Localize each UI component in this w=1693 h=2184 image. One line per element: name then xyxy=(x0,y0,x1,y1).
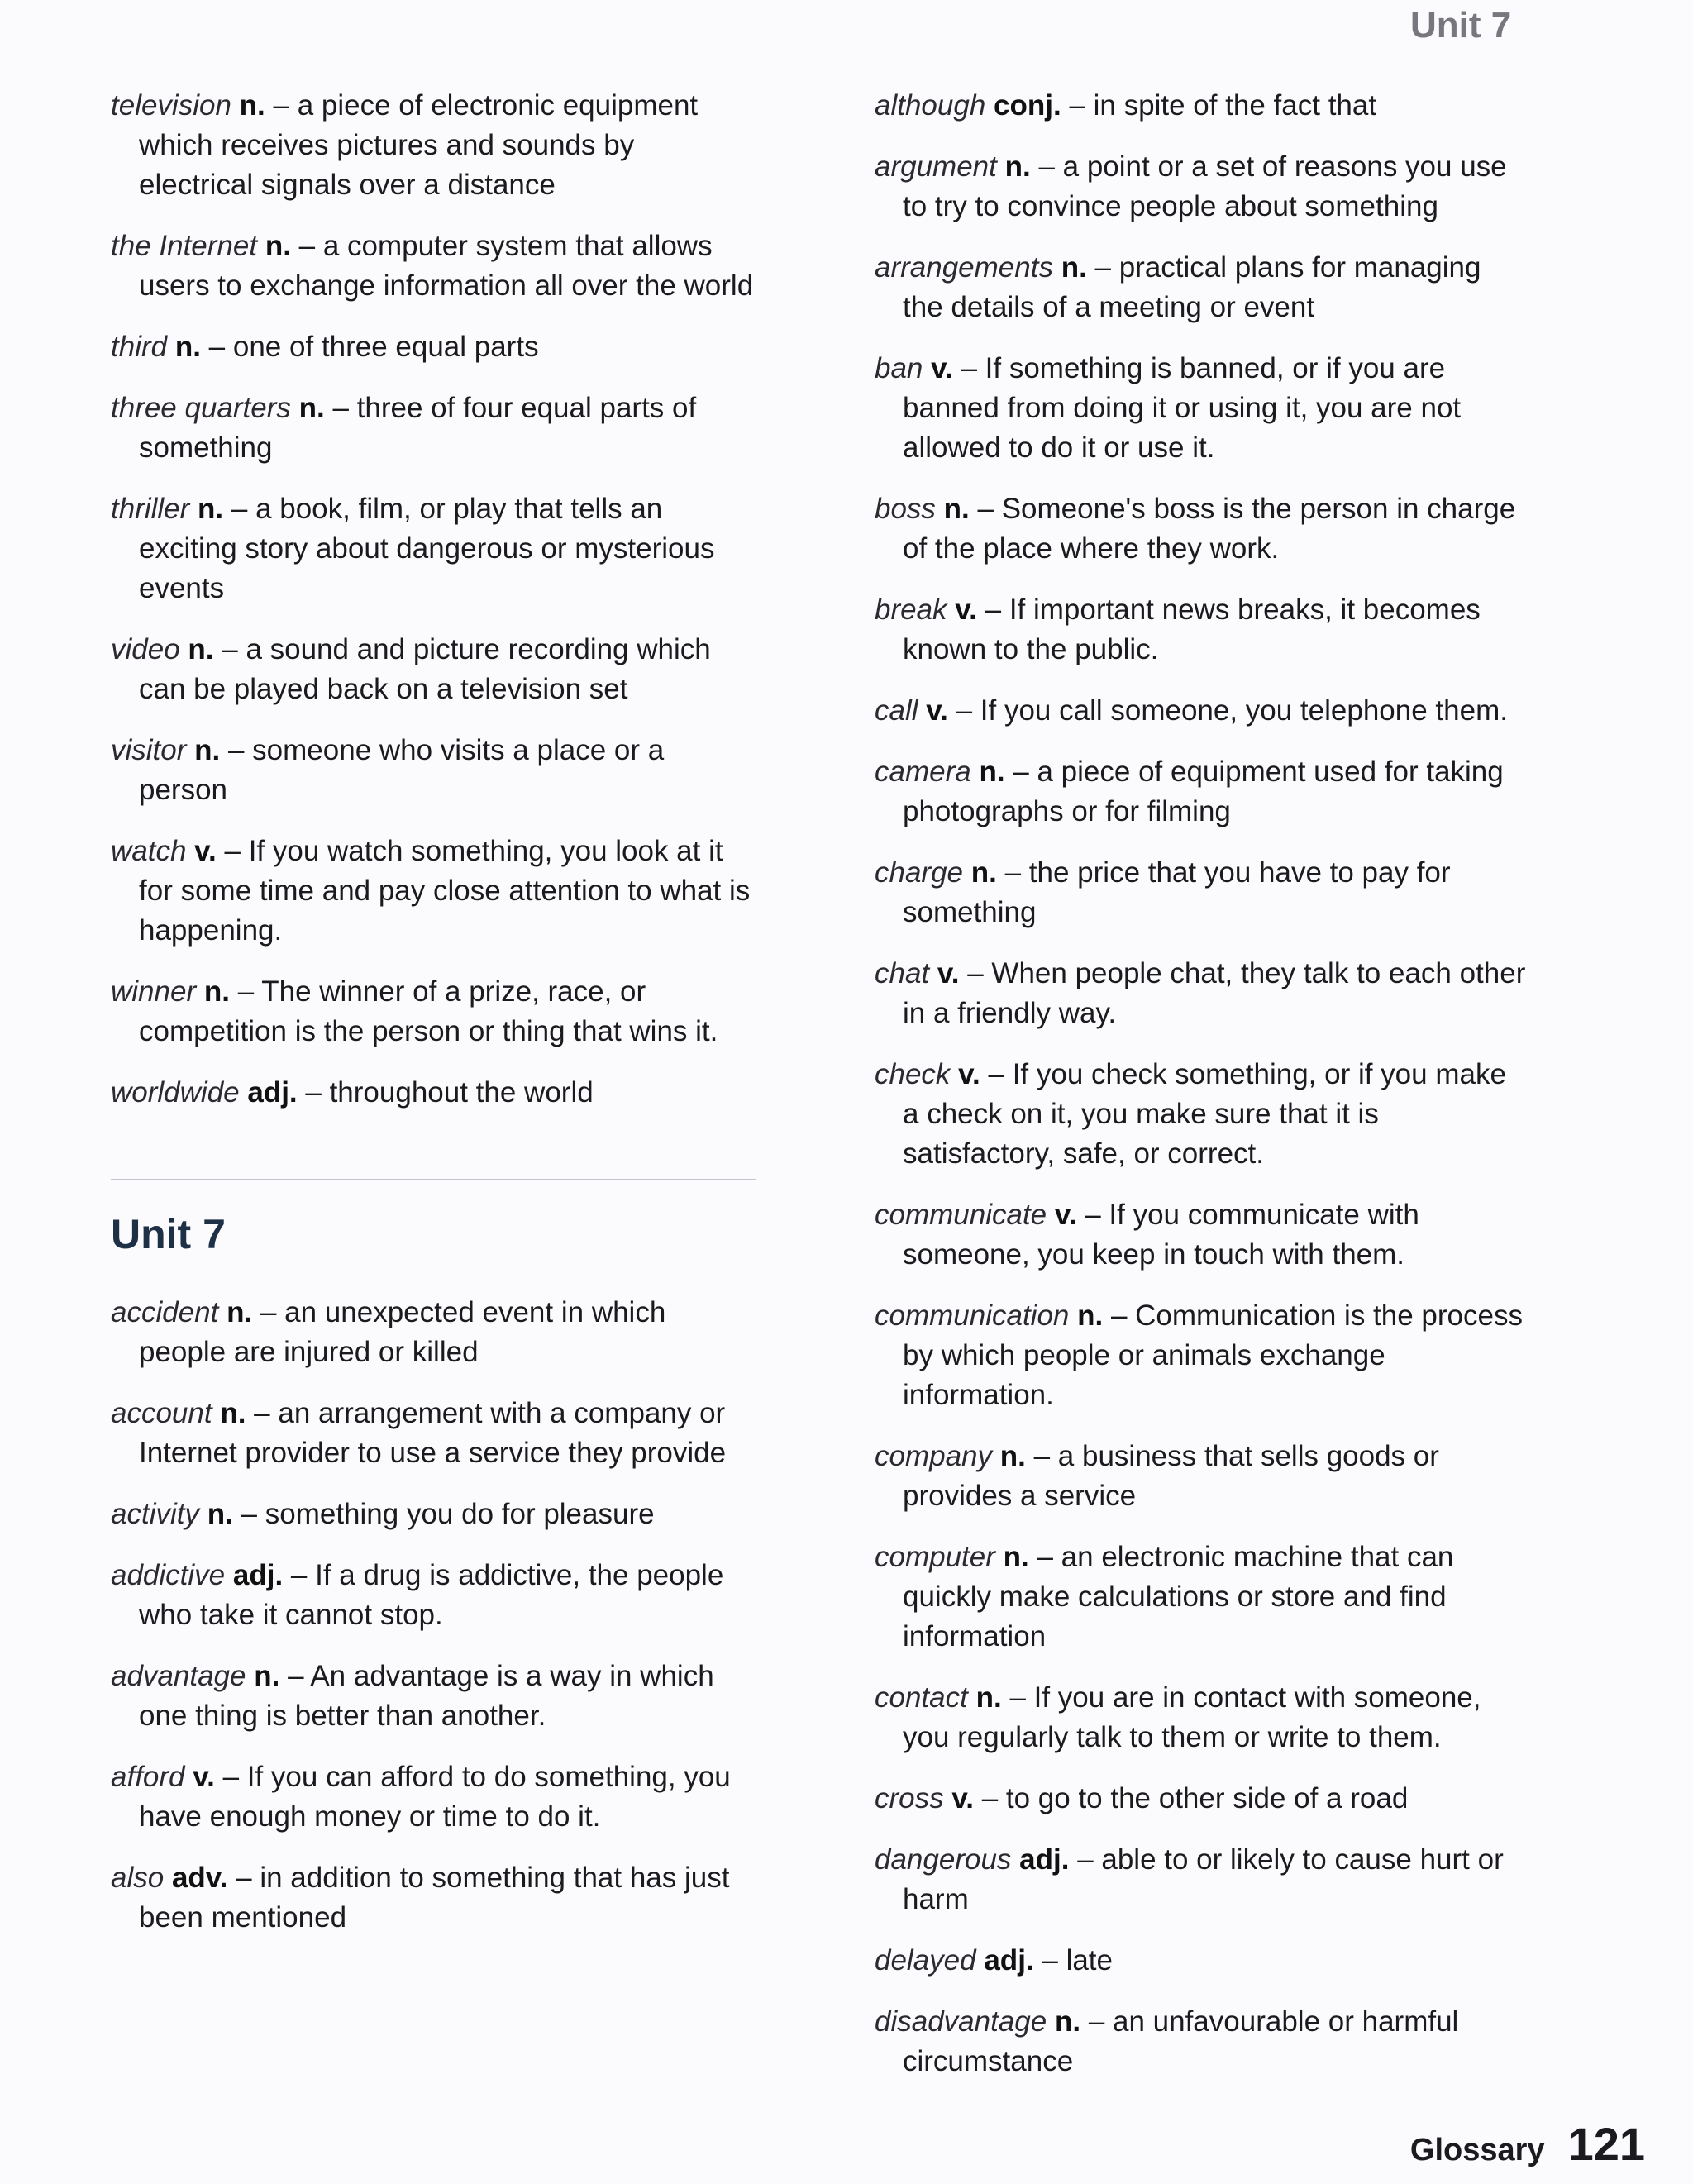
entry-part-of-speech: n. xyxy=(979,756,1005,788)
entry-part-of-speech: n. xyxy=(239,89,265,122)
entry-term: break xyxy=(875,594,947,626)
entry-definition: – one of three equal parts xyxy=(208,331,539,363)
glossary-entry xyxy=(111,1293,756,1372)
glossary-entry xyxy=(875,1840,1528,1919)
entry-part-of-speech: v. xyxy=(955,594,977,626)
entry-definition: – If you watch something, you look at it for some time and pay close attention to what is happening. xyxy=(139,835,751,947)
entry-definition: – to go to the other side of a road xyxy=(981,1782,1409,1814)
entry-term: communication xyxy=(875,1299,1070,1332)
entry-definition: – something you do for pleasure xyxy=(241,1498,655,1530)
glossary-entry xyxy=(111,489,756,608)
entry-definition: – If you communicate with someone, you keep in touch with them. xyxy=(903,1199,1419,1271)
glossary-entry xyxy=(875,590,1528,670)
entry-definition: – someone who visits a place or a person xyxy=(139,734,665,806)
glossary-entry xyxy=(875,691,1528,731)
footer-label: Glossary xyxy=(1409,2133,1545,2167)
entry-term: company xyxy=(875,1440,993,1472)
entry-definition: – The winner of a prize, race, or competition is the person or thing that wins it. xyxy=(139,975,718,1047)
entry-term: call xyxy=(875,694,918,727)
entry-term: although xyxy=(875,89,986,122)
entry-definition: – in spite of the fact that xyxy=(1069,89,1377,122)
entry-part-of-speech: n. xyxy=(975,1681,1002,1714)
glossary-entry xyxy=(875,489,1528,569)
entry-term: contact xyxy=(875,1681,968,1714)
entry-definition: – late xyxy=(1042,1944,1113,1977)
entry-definition: – If you can afford to do something, you have enough money or time to do it. xyxy=(139,1761,731,1833)
entry-part-of-speech: n. xyxy=(220,1397,246,1429)
entry-definition: – an unfavourable or harmful circumstance xyxy=(903,2005,1459,2077)
glossary-entry xyxy=(111,327,756,367)
entry-part-of-speech: n. xyxy=(999,1440,1026,1472)
glossary-list-unit-7-continued xyxy=(875,86,1528,2081)
glossary-entry xyxy=(875,349,1528,468)
left-column xyxy=(111,86,756,1959)
glossary-entry xyxy=(875,1437,1528,1516)
glossary-entry xyxy=(875,86,1528,126)
entry-part-of-speech: v. xyxy=(931,352,953,384)
entry-part-of-speech: n. xyxy=(970,856,997,889)
entry-term: chat xyxy=(875,957,930,989)
entry-term: communicate xyxy=(875,1199,1047,1231)
entry-definition: – a point or a set of reasons you use to try to convince people about something xyxy=(903,150,1507,222)
entry-part-of-speech: v. xyxy=(958,1058,980,1090)
running-head: Unit 7 xyxy=(1410,5,1512,45)
entry-definition: – a business that sells goods or provides a service xyxy=(903,1440,1439,1512)
entry-term: also xyxy=(111,1862,165,1894)
entry-part-of-speech: n. xyxy=(207,1498,233,1530)
entry-term: delayed xyxy=(875,1944,976,1977)
entry-definition: – practical plans for managing the details of a meeting or event xyxy=(903,251,1481,323)
glossary-entry xyxy=(875,1941,1528,1981)
entry-part-of-speech: adj. xyxy=(984,1944,1034,1977)
glossary-entry xyxy=(875,1055,1528,1174)
entry-definition: – the price that you have to pay for something xyxy=(903,856,1451,928)
entry-term: check xyxy=(875,1058,951,1090)
page-number: 121 xyxy=(1567,2118,1645,2170)
entry-part-of-speech: adj. xyxy=(232,1559,284,1591)
entry-term: dangerous xyxy=(875,1843,1012,1876)
glossary-entry xyxy=(111,389,756,468)
glossary-entry xyxy=(111,832,756,951)
entry-part-of-speech: n. xyxy=(943,493,970,525)
glossary-entry xyxy=(111,1556,756,1635)
entry-definition: – a computer system that allows users to exchange information all over the world xyxy=(139,230,754,302)
entry-definition: – When people chat, they talk to each other in a friendly way. xyxy=(903,957,1526,1029)
glossary-entry xyxy=(111,1495,756,1534)
entry-definition: – three of four equal parts of something xyxy=(139,392,697,464)
glossary-entry xyxy=(111,1657,756,1736)
glossary-list-unit-7 xyxy=(111,1293,756,1938)
entry-term: computer xyxy=(875,1541,995,1573)
entry-term: camera xyxy=(875,756,971,788)
entry-part-of-speech: conj. xyxy=(994,89,1061,122)
entry-term: the Internet xyxy=(111,230,258,262)
entry-term: accident xyxy=(111,1296,219,1328)
entry-part-of-speech: n. xyxy=(203,975,230,1008)
entry-definition: – If a drug is addictive, the people who take it cannot stop. xyxy=(139,1559,724,1631)
entry-part-of-speech: adj. xyxy=(1019,1843,1070,1876)
glossary-list-continued xyxy=(111,86,756,1113)
entry-term: watch xyxy=(111,835,187,867)
entry-definition: – If you check something, or if you make a check on it, you make sure that it is satisfactory, safe, or correct. xyxy=(903,1058,1506,1170)
entry-term: argument xyxy=(875,150,997,183)
glossary-entry xyxy=(875,1538,1528,1657)
entry-definition: – a sound and picture recording which can be played back on a television set xyxy=(139,633,711,705)
entry-term: boss xyxy=(875,493,936,525)
entry-definition: – a piece of electronic equipment which receives pictures and sounds by electrical signals over a distance xyxy=(139,89,699,201)
entry-part-of-speech: v. xyxy=(951,1782,974,1814)
entry-definition: – a book, film, or play that tells an exciting story about dangerous or mysterious events xyxy=(139,493,715,604)
glossary-entry xyxy=(111,1858,756,1938)
glossary-entry xyxy=(875,752,1528,832)
entry-definition: – an unexpected event in which people are injured or killed xyxy=(139,1296,666,1368)
entry-definition: – in addition to something that has just been mentioned xyxy=(139,1862,730,1934)
entry-definition: – If something is banned, or if you are banned from doing it or using it, you are not allowed to do it or use it. xyxy=(903,352,1462,464)
entry-part-of-speech: n. xyxy=(198,493,224,525)
entry-definition: – an electronic machine that can quickly make calculations or store and find information xyxy=(903,1541,1454,1652)
entry-term: account xyxy=(111,1397,212,1429)
entry-term: afford xyxy=(111,1761,185,1793)
entry-part-of-speech: n. xyxy=(265,230,291,262)
entry-definition: – If you call someone, you telephone them. xyxy=(956,694,1508,727)
glossary-entry xyxy=(111,731,756,810)
entry-part-of-speech: n. xyxy=(1077,1299,1104,1332)
glossary-entry xyxy=(875,1779,1528,1819)
entry-term: cross xyxy=(875,1782,944,1814)
entry-part-of-speech: n. xyxy=(188,633,214,665)
entry-part-of-speech: n. xyxy=(1003,1541,1029,1573)
entry-part-of-speech: v. xyxy=(194,835,217,867)
entry-definition: – If important news breaks, it becomes known to the public. xyxy=(903,594,1481,665)
entry-definition: – an arrangement with a company or Internet provider to use a service they provide xyxy=(139,1397,727,1469)
entry-term: television xyxy=(111,89,231,122)
entry-part-of-speech: v. xyxy=(1054,1199,1077,1231)
entry-definition: – An advantage is a way in which one thing is better than another. xyxy=(139,1660,714,1732)
entry-term: three quarters xyxy=(111,392,291,424)
entry-part-of-speech: n. xyxy=(1061,251,1087,284)
glossary-entry xyxy=(875,147,1528,227)
entry-part-of-speech: v. xyxy=(937,957,960,989)
glossary-entry xyxy=(875,1296,1528,1415)
glossary-entry xyxy=(875,2002,1528,2081)
entry-part-of-speech: adj. xyxy=(247,1076,298,1109)
glossary-entry xyxy=(875,853,1528,932)
entry-part-of-speech: n. xyxy=(1054,2005,1081,2038)
glossary-entry xyxy=(875,1678,1528,1757)
glossary-entry xyxy=(111,1394,756,1473)
entry-definition: – able to or likely to cause hurt or harm xyxy=(903,1843,1504,1915)
glossary-entry xyxy=(111,1757,756,1837)
glossary-entry xyxy=(875,954,1528,1033)
section-divider xyxy=(111,1179,756,1180)
entry-part-of-speech: v. xyxy=(926,694,948,727)
entry-definition: – throughout the world xyxy=(305,1076,594,1109)
entry-term: winner xyxy=(111,975,197,1008)
entry-term: ban xyxy=(875,352,923,384)
entry-term: third xyxy=(111,331,168,363)
page-footer xyxy=(1410,2117,1645,2171)
entry-term: video xyxy=(111,633,180,665)
entry-term: arrangements xyxy=(875,251,1053,284)
entry-term: advantage xyxy=(111,1660,246,1692)
entry-term: charge xyxy=(875,856,964,889)
glossary-entry xyxy=(111,1073,756,1113)
entry-term: disadvantage xyxy=(875,2005,1047,2038)
entry-part-of-speech: adv. xyxy=(171,1862,228,1894)
unit-heading: Unit 7 xyxy=(111,1211,226,1257)
entry-definition: – Communication is the process by which people or animals exchange information. xyxy=(903,1299,1523,1411)
entry-part-of-speech: n. xyxy=(298,392,325,424)
glossary-entry xyxy=(111,227,756,306)
entry-part-of-speech: n. xyxy=(194,734,221,766)
entry-part-of-speech: v. xyxy=(193,1761,215,1793)
entry-part-of-speech: n. xyxy=(254,1660,280,1692)
right-column xyxy=(875,86,1528,2103)
entry-term: thriller xyxy=(111,493,190,525)
entry-definition: – If you are in contact with someone, you regularly talk to them or write to them. xyxy=(903,1681,1481,1753)
entry-part-of-speech: n. xyxy=(227,1296,253,1328)
glossary-entry xyxy=(111,630,756,709)
glossary-entry xyxy=(111,972,756,1051)
entry-term: visitor xyxy=(111,734,187,766)
entry-term: activity xyxy=(111,1498,199,1530)
entry-part-of-speech: n. xyxy=(1004,150,1031,183)
entry-term: worldwide xyxy=(111,1076,240,1109)
glossary-entry xyxy=(875,248,1528,327)
glossary-entry xyxy=(111,86,756,205)
entry-term: addictive xyxy=(111,1559,226,1591)
entry-definition: – a piece of equipment used for taking photographs or for filming xyxy=(903,756,1504,827)
entry-part-of-speech: n. xyxy=(174,331,201,363)
entry-definition: – Someone's boss is the person in charge of the place where they work. xyxy=(903,493,1516,565)
glossary-entry xyxy=(875,1195,1528,1275)
